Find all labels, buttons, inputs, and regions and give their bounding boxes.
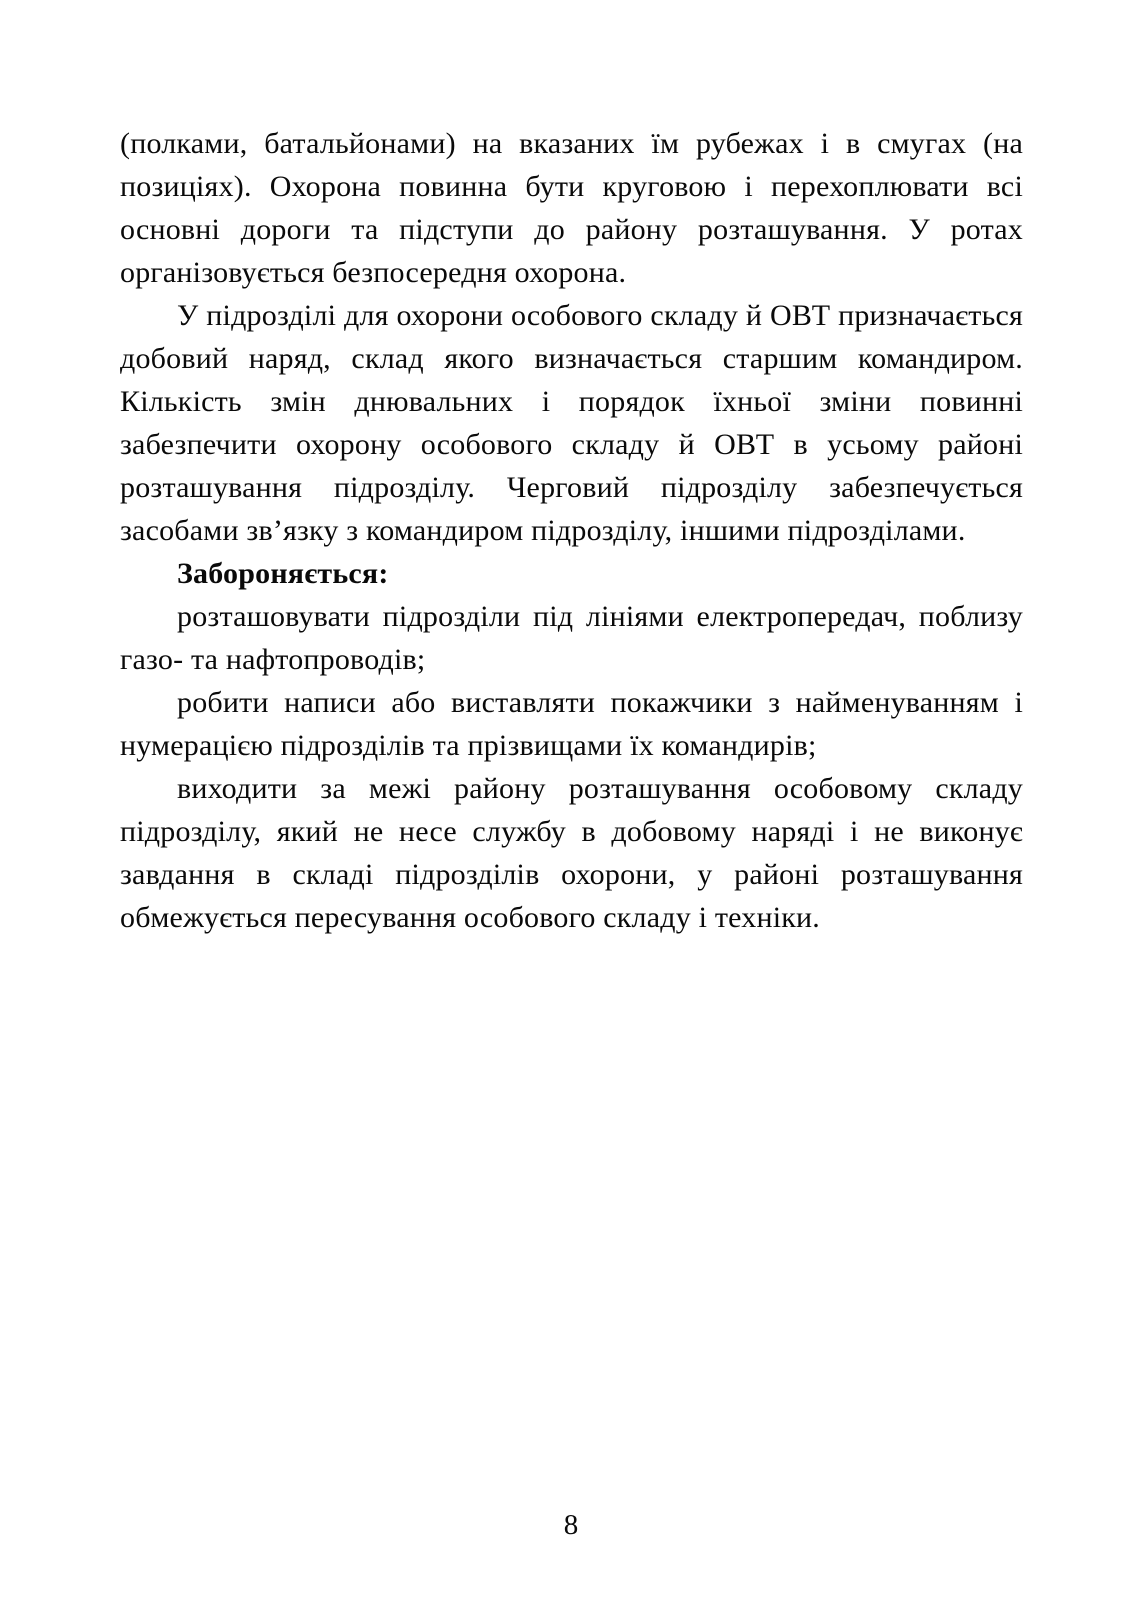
page-number: 8	[563, 1509, 579, 1541]
paragraph: робити написи або виставляти покажчики з найменуванням і нумерацією підрозділів та прізвищами їх командирів;	[120, 686, 1023, 762]
paragraph: (полками, батальйонами) на вказаних їм рубежах і в смугах (на позиціях). Охорона повинна бути круговою і перехоплювати всі основні дороги та підступи до району розташування. У ротах організовується безпосередня охорона.	[120, 127, 1023, 289]
paragraph: У підрозділі для охорони особового складу й ОВТ призначається добовий наряд, склад якого визначається старшим командиром. Кількість змін днювальних і порядок їхньої зміни повинні забезпечити охорону особового складу й ОВТ в усьому районі розташування підрозділу. Черговий підрозділу забезпечується засобами зв’язку з командиром підрозділу, іншими підрозділами.	[120, 299, 1023, 547]
paragraph: розташовувати підрозділи під лініями електропередач, поблизу газо- та нафтопроводів;	[120, 600, 1023, 676]
body-text	[120, 122, 1023, 939]
paragraph: виходити за межі району розташування особовому складу підрозділу, який не несе службу в добовому наряді і не виконує завдання в складі підрозділів охорони, у районі розташування обмежується пересування особового складу і техніки.	[120, 772, 1023, 934]
section-heading: Забороняється:	[177, 557, 389, 590]
